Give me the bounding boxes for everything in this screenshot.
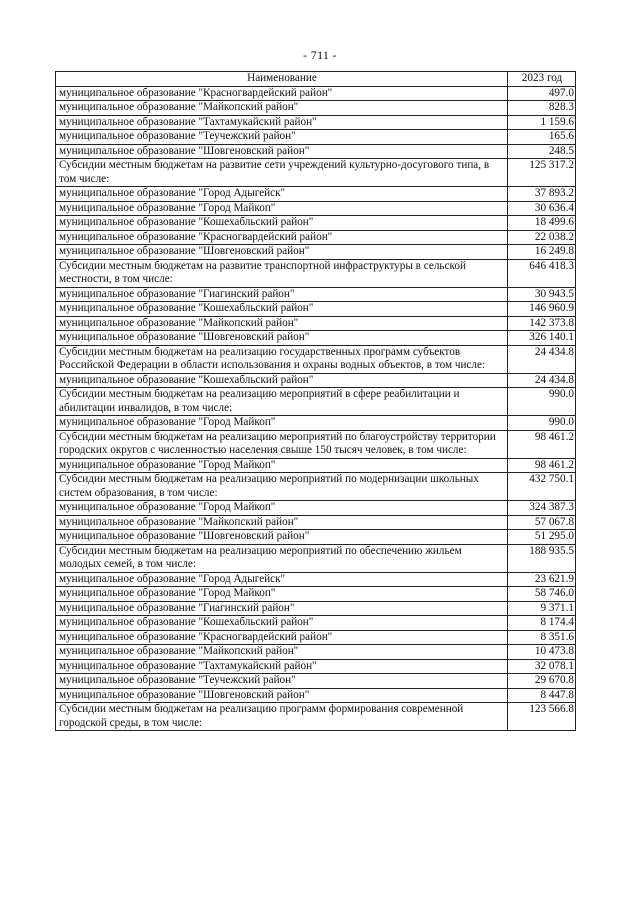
row-amount-cell: 24 434.8 [508,345,576,373]
row-amount-cell: 646 418.3 [508,259,576,287]
row-amount-cell: 125 317.2 [508,159,576,187]
row-amount-cell: 8 174.4 [508,616,576,631]
row-name-cell: муниципальное образование "Тахтамукайский район" [56,115,508,130]
row-amount-cell: 324 387.3 [508,501,576,516]
table-row [56,601,576,616]
table-row [56,86,576,101]
table-row [56,187,576,202]
table-row [56,130,576,145]
table-row [56,287,576,302]
row-name-cell: Субсидии местным бюджетам на реализацию мероприятий по благоустройству территории городских округов с численностью населения свыше 150 тысяч человек, в том числе: [56,430,508,458]
table-row [56,501,576,516]
table-row [56,630,576,645]
table-row [56,544,576,572]
table-row [56,230,576,245]
row-name-cell: муниципальное образование "Кошехабльский район" [56,373,508,388]
table-row [56,430,576,458]
table-row [56,515,576,530]
row-amount-cell: 32 078.1 [508,659,576,674]
row-amount-cell: 146 960.9 [508,302,576,317]
table-row [56,302,576,317]
row-amount-cell: 10 473.8 [508,645,576,660]
table-row [56,530,576,545]
row-amount-cell: 828.3 [508,101,576,116]
row-name-cell: муниципальное образование "Шовгеновский район" [56,688,508,703]
row-name-cell: муниципальное образование "Майкопский район" [56,101,508,116]
row-amount-cell: 990.0 [508,388,576,416]
table-row [56,115,576,130]
table-row [56,458,576,473]
row-amount-cell: 98 461.2 [508,458,576,473]
table-row [56,572,576,587]
row-name-cell: муниципальное образование "Красногвардейский район" [56,86,508,101]
row-name-cell: муниципальное образование "Гиагинский район" [56,601,508,616]
table-row [56,345,576,373]
row-amount-cell: 9 371.1 [508,601,576,616]
column-header-name: Наименование [56,72,508,87]
row-amount-cell: 497.0 [508,86,576,101]
row-name-cell: муниципальное образование "Город Майкоп" [56,201,508,216]
row-amount-cell: 16 249.8 [508,245,576,260]
row-name-cell: муниципальное образование "Кошехабльский район" [56,616,508,631]
row-name-cell: муниципальное образование "Майкопский район" [56,316,508,331]
row-amount-cell: 57 067.8 [508,515,576,530]
table-row [56,101,576,116]
row-amount-cell: 29 670.8 [508,674,576,689]
row-amount-cell: 8 447.8 [508,688,576,703]
table-row [56,674,576,689]
table-row [56,259,576,287]
row-amount-cell: 165.6 [508,130,576,145]
table-row [56,373,576,388]
row-amount-cell: 30 943.5 [508,287,576,302]
table-header-row [56,72,576,87]
table-row [56,245,576,260]
row-name-cell: муниципальное образование "Шовгеновский район" [56,331,508,346]
row-name-cell: муниципальное образование "Гиагинский район" [56,287,508,302]
table-row [56,473,576,501]
table-row [56,316,576,331]
row-name-cell: Субсидии местным бюджетам на развитие сети учреждений культурно-досугового типа, в том числе: [56,159,508,187]
row-name-cell: Субсидии местным бюджетам на реализацию мероприятий по обеспечению жильем молодых семей, в том числе: [56,544,508,572]
column-header-year: 2023 год [508,72,576,87]
row-amount-cell: 18 499.6 [508,216,576,231]
row-name-cell: муниципальное образование "Майкопский район" [56,515,508,530]
table-row [56,388,576,416]
row-name-cell: муниципальное образование "Теучежский район" [56,130,508,145]
row-name-cell: Субсидии местным бюджетам на реализацию мероприятий в сфере реабилитации и абилитации инвалидов, в том числе: [56,388,508,416]
budget-table [55,71,576,731]
row-name-cell: муниципальное образование "Красногвардейский район" [56,630,508,645]
row-name-cell: Субсидии местным бюджетам на реализацию мероприятий по модернизации школьных систем образования, в том числе: [56,473,508,501]
table-row [56,703,576,731]
row-amount-cell: 432 750.1 [508,473,576,501]
row-name-cell: муниципальное образование "Город Адыгейск" [56,187,508,202]
row-amount-cell: 24 434.8 [508,373,576,388]
row-name-cell: муниципальное образование "Майкопский район" [56,645,508,660]
row-name-cell: муниципальное образование "Кошехабльский район" [56,302,508,317]
row-name-cell: муниципальное образование "Город Майкоп" [56,458,508,473]
row-name-cell: Субсидии местным бюджетам на реализацию государственных программ субъектов Российской Федерации в области использования и охраны водных объектов, в том числе: [56,345,508,373]
row-name-cell: муниципальное образование "Город Адыгейск" [56,572,508,587]
table-row [56,659,576,674]
row-name-cell: Субсидии местным бюджетам на реализацию программ формирования современной городской среды, в том числе: [56,703,508,731]
row-amount-cell: 326 140.1 [508,331,576,346]
row-name-cell: муниципальное образование "Красногвардейский район" [56,230,508,245]
row-amount-cell: 123 566.8 [508,703,576,731]
table-body [56,86,576,731]
row-name-cell: муниципальное образование "Шовгеновский район" [56,245,508,260]
row-amount-cell: 142 373.8 [508,316,576,331]
table-row [56,645,576,660]
row-amount-cell: 188 935.5 [508,544,576,572]
table-row [56,201,576,216]
row-amount-cell: 58 746.0 [508,587,576,602]
row-name-cell: муниципальное образование "Кошехабльский район" [56,216,508,231]
page-number: - 711 - [303,48,337,62]
table-row [56,144,576,159]
row-name-cell: муниципальное образование "Тахтамукайский район" [56,659,508,674]
row-name-cell: муниципальное образование "Шовгеновский район" [56,530,508,545]
table-row [56,416,576,431]
table-row [56,331,576,346]
row-amount-cell: 22 038.2 [508,230,576,245]
row-name-cell: муниципальное образование "Шовгеновский район" [56,144,508,159]
table-row [56,587,576,602]
row-amount-cell: 37 893.2 [508,187,576,202]
row-amount-cell: 98 461.2 [508,430,576,458]
row-amount-cell: 990.0 [508,416,576,431]
row-name-cell: Субсидии местным бюджетам на развитие транспортной инфраструктуры в сельской местности, в том числе: [56,259,508,287]
table-row [56,216,576,231]
row-name-cell: муниципальное образование "Город Майкоп" [56,416,508,431]
row-amount-cell: 30 636.4 [508,201,576,216]
row-name-cell: муниципальное образование "Город Майкоп" [56,501,508,516]
row-amount-cell: 23 621.9 [508,572,576,587]
row-amount-cell: 1 159.6 [508,115,576,130]
row-name-cell: муниципальное образование "Город Майкоп" [56,587,508,602]
row-amount-cell: 51 295.0 [508,530,576,545]
table-row [56,159,576,187]
table-row [56,688,576,703]
row-amount-cell: 8 351.6 [508,630,576,645]
row-name-cell: муниципальное образование "Теучежский район" [56,674,508,689]
table-row [56,616,576,631]
row-amount-cell: 248.5 [508,144,576,159]
